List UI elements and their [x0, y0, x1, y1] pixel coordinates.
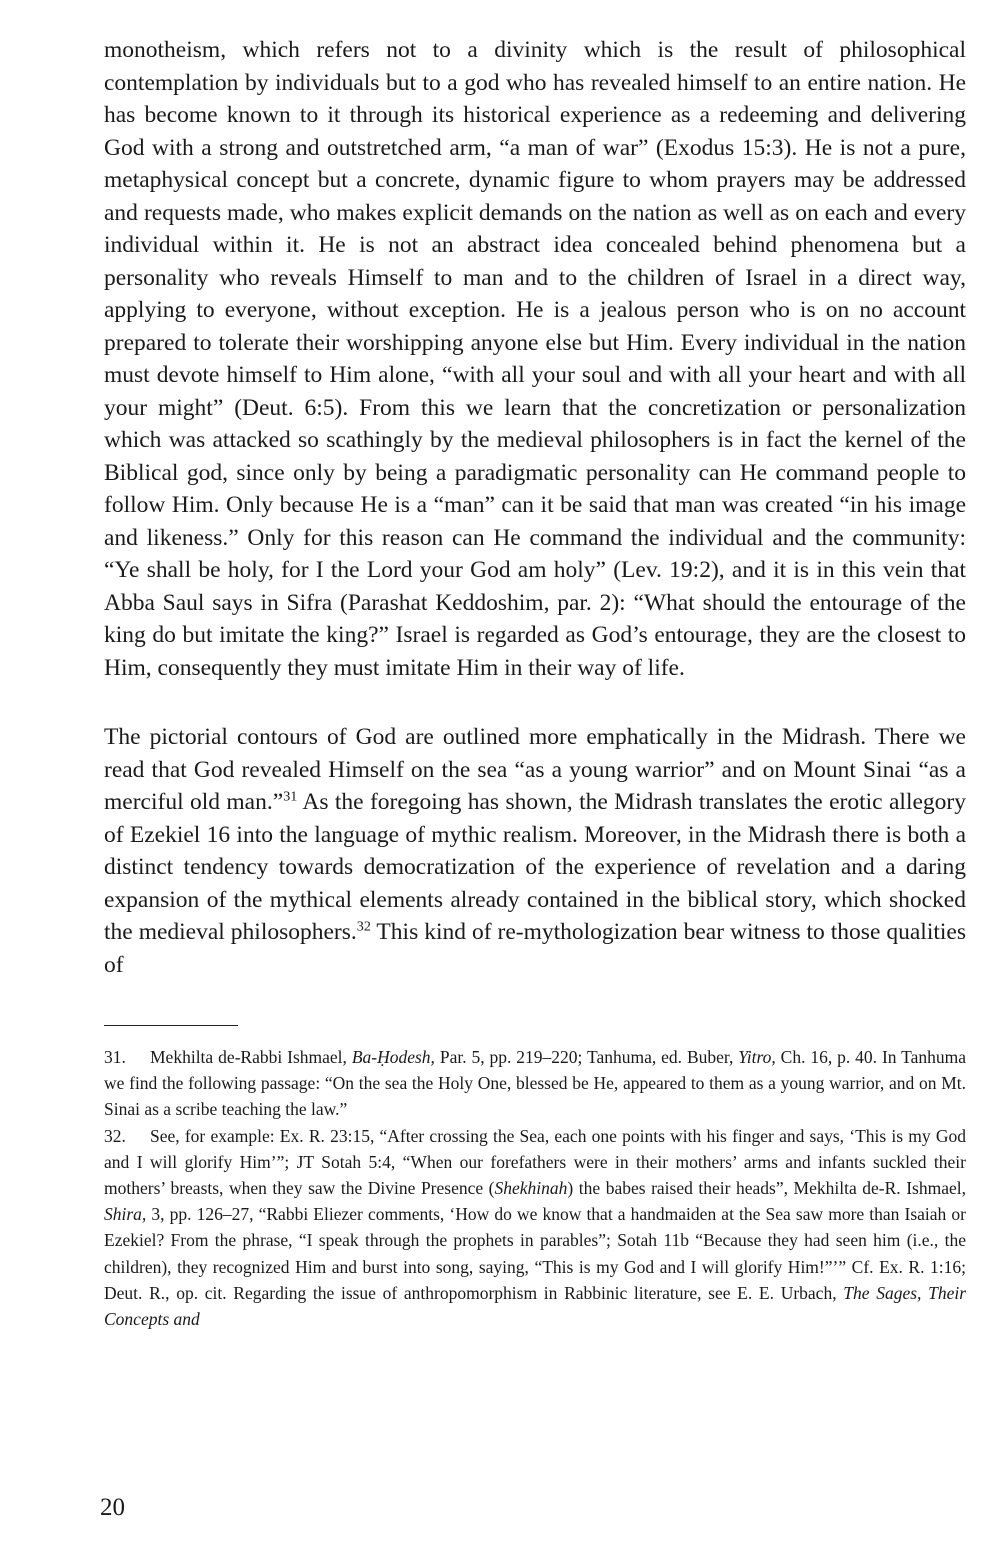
footnote-italic-text: Yitro, — [738, 1047, 776, 1067]
footnote-italic-text: Shekhinah — [494, 1178, 568, 1199]
footnote-italic-text: Shira, — [104, 1204, 147, 1225]
paragraph-2-text-2: As the foregoing has shown, the Midrash translates the erotic allegory of Ezekiel 16 into the language of mythic realism. Moreover, in the Midrash there is both a distinct tendency towards democratization of the experience of revelation and a daring expansion of the mythical elements already contained in the biblical story, which shocked the medieval philosophers. — [104, 789, 967, 945]
footnote-text: Par. 5, pp. 219–220; Tanhuma, ed. Buber, — [434, 1047, 739, 1067]
footnote-ref-31: 31 — [283, 788, 298, 805]
body-paragraph-1: monotheism, which refers not to a divinity which is the result of philosophical contemplation by individuals but to a god who has revealed himself to an entire nation. He has become known to it through its historical experience as a redeeming and delivering God with a strong and outstretched arm, “a man of war” (Exodus 15:3). He is not a pure, metaphysical concept but a concrete, dynamic figure to whom prayers may be addressed and requests made, who makes explicit demands on the nation as well as on each and every individual within it. He is not an abstract idea concealed behind phenomena but a personality who reveals Himself to man and to the children of Israel in a direct way, applying to everyone, without exception. He is a jealous person who is on no account prepared to tolerate their worshipping anyone else but Him. Every individual in the nation must devote himself to Him alone, “with all your soul and with all your heart and with all your might” (Deut. 6:5). From this we learn that the concretization or personalization which was attacked so scathingly by the medieval philosophers is in fact the kernel of the Biblical god, since only by being a paradigmatic personality can He command people to follow Him. Only because He is a “man” can it be said that man was created “in his image and likeness.” Only for this reason can He command the individual and the community: “Ye shall be holy, for I the Lord your God am holy” (Lev. 19:2), and it is in this vein that Abba Saul says in Sifra (Parashat Keddoshim, par. 2): “What should the entourage of the king do but imitate the king?” Israel is regarded as God’s entourage, they are the closest to Him, consequently they must imitate Him in their way of life. — [104, 37, 966, 681]
footnote-31 — [104, 1044, 966, 1123]
footnotes — [104, 1044, 966, 1332]
footnote-number: 32. — [104, 1125, 126, 1146]
footnote-text: ) the babes raised their heads”, Mekhilta de-R. Ishmael, — [567, 1178, 966, 1199]
paragraph-2-text-3: This kind of re-mythologization bear witness to those qualities of — [104, 919, 966, 978]
page-content — [104, 34, 966, 1332]
footnote-italic-text: The Sages, Their Concepts and — [104, 1282, 967, 1330]
paragraph-2-text-1: The pictorial contours of God are outlined more emphatically in the Midrash. There we read that God revealed Himself on the sea “as a young warrior” and on Mount Sinai “as a merciful old man.” — [104, 724, 966, 815]
footnote-text: 3, pp. 126–27, “Rabbi Eliezer comments, ‘How do we know that a handmaiden at the Sea saw more than Isaiah or Ezekiel? From the phrase, “I speak through the prophets in parables”; Sotah 11b “Because they had seen him (i.e., the children), they recognized Him and burst into song, saying, “This is my God and I will glorify Him!”’” Cf. Ex. R. 1:16; Deut. R., op. cit. Regarding the issue of anthropomorphism in Rabbinic literature, see E. E. Urbach, — [104, 1204, 966, 1303]
footnote-text: Ch. 16, p. 40. In Tanhuma we find the following passage: “On the sea the Holy One, blessed be He, appeared to them as a young warrior, and on Mt. Sinai as a scribe teaching the law.” — [104, 1047, 966, 1120]
page-number: 20 — [100, 1494, 125, 1521]
footnote-text: See, for example: Ex. R. 23:15, “After crossing the Sea, each one points with his finger and says, ‘This is my God and I will glorify Him’”; JT Sotah 5:4, “When our forefathers were in their mothers’ arms and infants suckled their mothers’ breasts, when they saw the Divine Presence ( — [104, 1125, 966, 1199]
footnote-number: 31. — [104, 1047, 126, 1067]
footnote-text: Mekhilta de-Rabbi Ishmael, — [150, 1047, 352, 1067]
footnote-32 — [104, 1123, 966, 1333]
footnote-italic-text: Ba-Ḥodesh, — [351, 1047, 435, 1067]
body-paragraph-2 — [104, 721, 966, 981]
footnote-ref-32: 32 — [356, 918, 371, 935]
footnote-separator — [104, 1025, 238, 1026]
